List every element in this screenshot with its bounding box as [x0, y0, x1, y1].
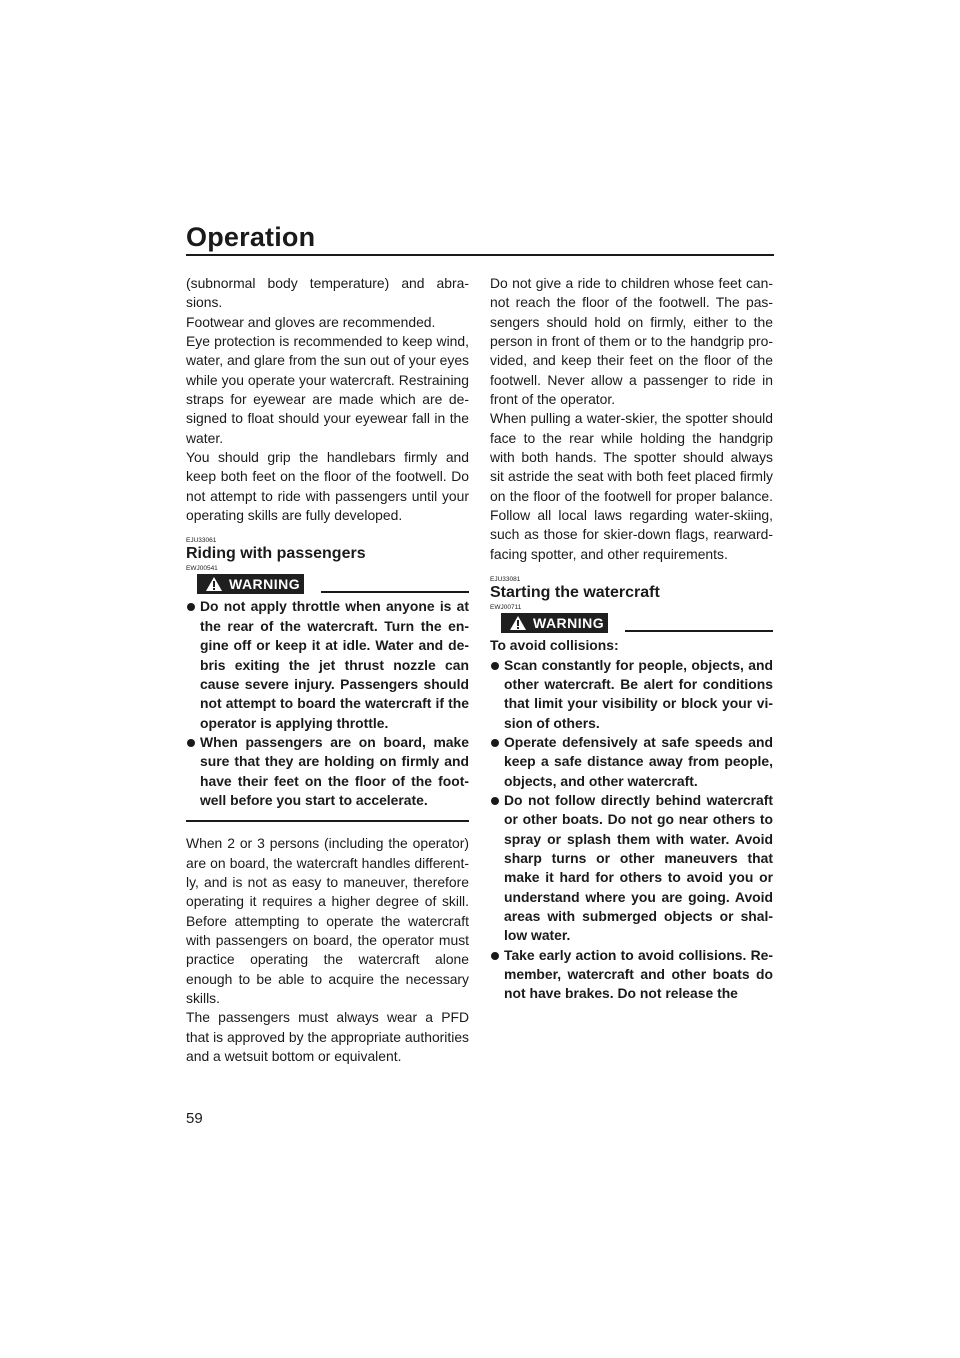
warning-rule — [321, 591, 469, 593]
warning-code: EWJ00711 — [490, 604, 522, 612]
list-item-text: Do not follow directly behind watercraft or other boats. Do not go near others to spray or splash them with water. Avoid sharp turns or other maneuvers that make it hard for others to avoid you or understand where you are going. Avoid areas with submerged objects or shal-low water. — [504, 791, 773, 944]
right-column — [490, 274, 773, 1004]
warning-header — [186, 574, 469, 594]
paragraph: When pulling a water-skier, the spotter should face to the rear while holding the handgrip with both hands. The spotter should always sit astride the seat with both feet placed firmly on the floor of the footwell for proper balance. Follow all local laws regarding water-skiing, such as those for skier-down flags, rearward-facing spotter, and other requirements. — [490, 410, 773, 562]
warning-list — [186, 597, 469, 810]
left-column — [186, 274, 469, 1066]
warning-header — [490, 613, 773, 633]
warning-badge — [501, 613, 608, 633]
list-item — [186, 733, 469, 810]
warning-triangle-icon — [205, 576, 223, 592]
title-rule — [186, 254, 774, 256]
warning-end-rule — [186, 820, 469, 822]
list-item-text: Scan constantly for people, objects, and other watercraft. Be alert for conditions that limit your visibility or block your vi-sion of others. — [504, 656, 773, 731]
list-item — [186, 597, 469, 732]
list-item — [490, 733, 773, 791]
page-number: 59 — [186, 1110, 203, 1127]
bullet-icon — [491, 797, 499, 805]
bullet-icon — [491, 662, 499, 670]
warning-rule — [625, 630, 773, 632]
list-item — [490, 791, 773, 946]
warning-list — [490, 656, 773, 1004]
paragraph: Footwear and gloves are recommended. — [186, 313, 436, 330]
paragraph: When 2 or 3 persons (including the operator) are on board, the watercraft handles different-ly, and is not as easy to maneuver, therefore operating it requires a higher degree of skill. Before attempting to operate the watercraft with passengers on board, the operator must practice operating the watercraft alone enough to be able to acquire the necessary skills. — [186, 835, 469, 1006]
bullet-icon — [491, 952, 499, 960]
paragraph: Eye protection is recommended to keep wind, water, and glare from the sun out of your eyes while you operate your watercraft. Restraining straps for eyewear are made which are de-signed to float should your eyewear fall in the water. — [186, 333, 469, 446]
warning-badge — [197, 574, 304, 594]
warning-label: WARNING — [533, 615, 605, 632]
section-heading: Starting the watercraft — [490, 584, 660, 602]
bullet-icon — [491, 739, 499, 747]
list-item-text: Take early action to avoid collisions. Re-member, watercraft and other boats do not have brakes. Do not release the — [504, 946, 773, 1002]
list-item-text: Do not apply throttle when anyone is at the rear of the watercraft. Turn the en-gine off or keep it at idle. Water and de-bris exiting the jet thrust nozzle can cause severe injury. Passengers should not attempt to board the watercraft if the operator is applying throttle. — [200, 598, 469, 731]
page-title: Operation — [186, 222, 316, 252]
bullet-icon — [187, 739, 195, 747]
list-item-text: Operate defensively at safe speeds and keep a safe distance away from people, objects, and other watercraft. — [504, 733, 773, 789]
paragraph: The passengers must always wear a PFD that is approved by the appropriate authorities and a wetsuit bottom or equivalent. — [186, 1009, 469, 1065]
section-heading: Riding with passengers — [186, 545, 366, 563]
paragraph: You should grip the handlebars firmly and keep both feet on the floor of the footwell. Do not attempt to ride with passengers until your operating skills are fully developed. — [186, 449, 469, 524]
warning-intro: To avoid collisions: — [490, 637, 619, 654]
paragraph: (subnormal body temperature) and abra-sions. — [186, 275, 469, 311]
list-item — [490, 946, 773, 1004]
bullet-icon — [187, 603, 195, 611]
warning-code: EWJ00541 — [186, 565, 218, 573]
section-code: EJU33061 — [186, 537, 217, 545]
section-code: EJU33081 — [490, 576, 521, 584]
paragraph: Do not give a ride to children whose feet can-not reach the floor of the footwell. The pas-sengers should hold on firmly, either to the person in front of them or to the handgrip pro-vided, and keep their feet on the floor of the footwell. Never allow a passenger to ride in front of the operator. — [490, 275, 773, 408]
list-item-text: When passengers are on board, make sure that they are holding on firmly and have their feet on the floor of the foot-well before you start to accelerate. — [200, 733, 469, 808]
warning-triangle-icon — [509, 615, 527, 631]
warning-label: WARNING — [229, 576, 301, 593]
list-item — [490, 656, 773, 733]
